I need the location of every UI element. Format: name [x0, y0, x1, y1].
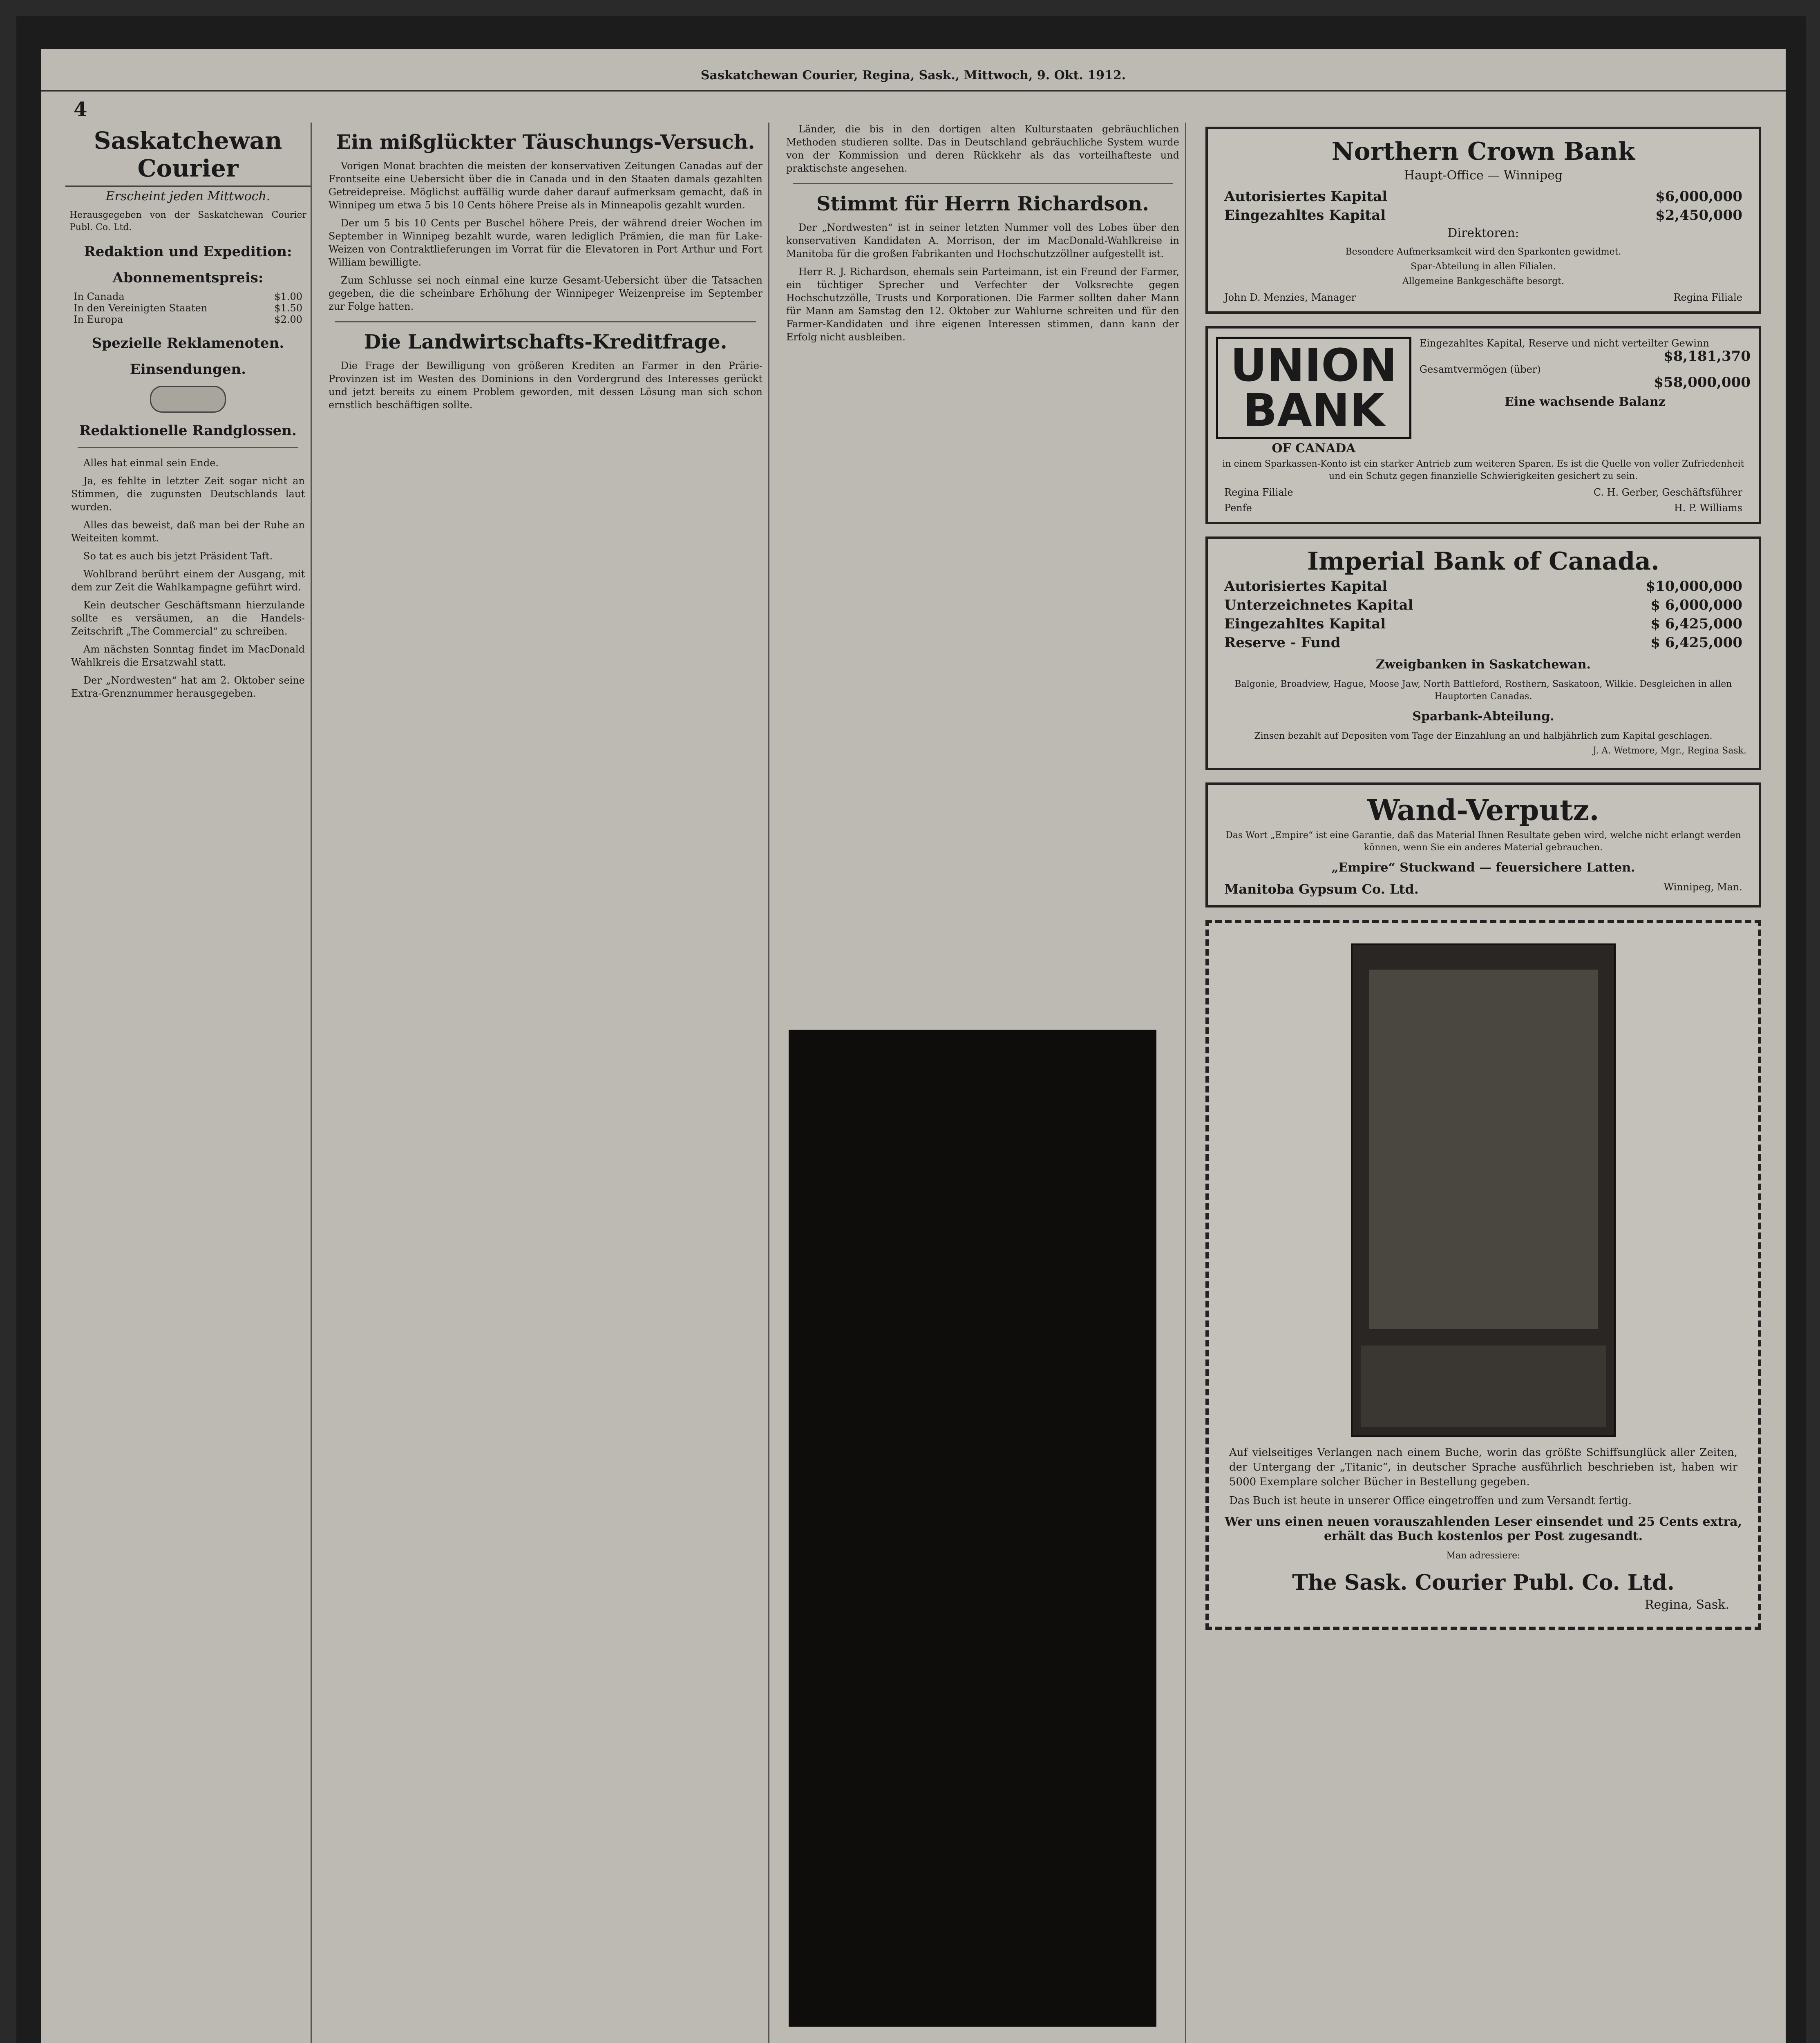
book-illustration: [1369, 970, 1598, 1329]
book-caption: [1361, 1346, 1606, 1427]
glosses-title: Redaktionelle Randglossen.: [79, 422, 297, 439]
ad-footer: [1224, 487, 1742, 498]
article-title: Ein mißglückter Täuschungs-Versuch.: [336, 131, 755, 154]
union-bank-ad: [1205, 326, 1761, 524]
gloss-item: So tat es auch bis jetzt Präsident Taft.: [83, 550, 273, 562]
ad-title: Imperial Bank of Canada.: [1307, 547, 1659, 576]
manager-name: J. A. Wetmore, Mgr., Regina Sask.: [1593, 746, 1746, 756]
branches-heading: Zweigbanken in Saskatchewan.: [1376, 657, 1591, 672]
capital-label: Unterzeichnetes Kapital: [1224, 597, 1413, 613]
ad-title: Northern Crown Bank: [1331, 137, 1635, 166]
price-row: [74, 291, 302, 302]
titanic-book-ad: [1205, 920, 1761, 1630]
ad-text: Das Buch ist heute in unserer Office eingetroffen und zum Versandt fertig.: [1229, 1495, 1632, 1507]
union-logo: [1216, 337, 1411, 456]
ad-footer: [1224, 292, 1742, 303]
ad-text: in einem Sparkassen-Konto ist ein starker Antrieb zum weiteren Sparen. Es ist die Quelle von voller Zufriedenheit und ein Schutz gegen finanzielle Schwierigkeiten gesichert zu sein.: [1222, 459, 1744, 481]
logo-subline: OF CANADA: [1272, 441, 1356, 456]
union-logo-box: [1216, 337, 1411, 439]
capital-label: Eingezahltes Kapital, Reserve und nicht verteilter Gewinn: [1419, 338, 1709, 349]
assets-label: Gesamtvermögen (über): [1419, 364, 1541, 375]
gloss-item: Der „Nordwesten“ hat am 2. Oktober seine Extra-Grenznummer herausgegeben.: [71, 675, 305, 699]
savings-heading: Sparbank-Abteilung.: [1412, 709, 1554, 724]
union-header: [1216, 337, 1751, 456]
company-name: Manitoba Gypsum Co. Ltd.: [1224, 881, 1419, 897]
price-value: $2.00: [274, 314, 302, 325]
union-capital: [1420, 337, 1751, 415]
ad-subtitle: Haupt-Office — Winnipeg: [1404, 168, 1563, 183]
ad-footer: [1224, 881, 1742, 897]
capital-row: [1224, 578, 1742, 595]
column-1: [65, 123, 312, 2043]
capital-row: [1224, 597, 1742, 613]
ad-text: Auf vielseitiges Verlangen nach einem Buche, worin das größte Schiffsunglück aller Zeiten, der Untergang der „Titanic“, in deutscher Sprache ausführlich beschrieben ist, haben wir 5000 Exemplare solcher Bücher in Bestellung gegeben.: [1229, 1446, 1737, 1488]
article-paragraph: Die Frage der Bewilligung von größeren Krediten an Farmer in den Prärie-Provinzen ist im Westen des Dominions in den Vordergrund des Interesses gerückt und jetzt bereits zu einem Problem geworden, mit dessen Lösung man sich schon ernstlich beschäftigen sollte.: [329, 360, 762, 411]
gloss-item: Alles hat einmal sein Ende.: [83, 457, 219, 469]
price-value: $1.00: [274, 291, 302, 302]
capital-row: [1224, 635, 1742, 651]
subscription-heading: Abonnementspreis:: [112, 270, 264, 286]
branch-label: Regina Filiale: [1224, 487, 1293, 498]
branches-list: Balgonie, Broadview, Hague, Moose Jaw, North Battleford, Rosthern, Saskatoon, Wilkie. Desgleichen in allen Hauptorten Canadas.: [1234, 679, 1732, 702]
ad-slogan: „Empire“ Stuckwand — feuersichere Latten.: [1331, 861, 1635, 875]
capital-value: $ 6,000,000: [1650, 597, 1742, 613]
branch-manager: H. P. Williams: [1674, 502, 1742, 514]
article-paragraph: Der um 5 bis 10 Cents per Buschel höhere Preis, der während dreier Wochen im September in Winnipeg bezahlt wurde, waren lediglich Prämien, die man für Lake-Weizen von Contraktlieferungen im Vorrat für die Elevatoren in Port Arthur und Fort William bewilligte.: [329, 217, 762, 268]
capital-label: Autorisiertes Kapital: [1224, 578, 1388, 595]
damaged-area: [789, 1030, 1156, 2027]
publisher-city: Regina, Sask.: [1645, 1598, 1729, 1612]
page-header: Saskatchewan Courier, Regina, Sask., Mittwoch, 9. Okt. 1912.: [41, 61, 1786, 92]
capital-value: $8,181,370: [1663, 348, 1751, 364]
article-paragraph: Zum Schlusse sei noch einmal eine kurze Gesamt-Uebersicht über die Tatsachen gegeben, die die scheinbare Erhöhung der Winnipeger Weizenpreise im September zur Folge hatten.: [329, 275, 762, 312]
article-title: Die Landwirtschafts-Kreditfrage.: [364, 331, 727, 353]
ad-text: Das Wort „Empire“ ist eine Garantie, daß das Material Ihnen Resultate geben wird, welche nicht erlangt werden können, wenn Sie ein anderes Material gebrauchen.: [1225, 830, 1741, 853]
ad-offer: Wer uns einen neuen vorauszahlenden Leser einsendet und 25 Cents extra, erhält das Buch kostenlos per Post zugesandt.: [1224, 1515, 1742, 1543]
savings-text: Zinsen bezahlt auf Depositen vom Tage der Einzahlung an und halbjährlich zum Kapital geschlagen.: [1254, 731, 1713, 741]
article-paragraph: Vorigen Monat brachten die meisten der konservativen Zeitungen Canadas auf der Frontseite eine Uebersicht über die in Canada und in den Staaten damals gezahlten Getreidepreise. Möglichst auffällig wurde daher darauf aufmerksam gemacht, daß in Winnipeg um etwa 5 bis 10 Cents höhere Preise als in Minneapolis gezahlt wurden.: [329, 160, 762, 211]
column-2: [323, 123, 769, 2043]
ad-note: Spar-Abteilung in allen Filialen.: [1411, 262, 1556, 272]
gloss-item: Alles das beweist, daß man bei der Ruhe an Weiteiten kommt.: [71, 519, 305, 544]
special-notes-heading: Spezielle Reklamenoten.: [92, 335, 284, 351]
ad-footer: [1224, 502, 1742, 514]
address-line: Man adressiere:: [1446, 1551, 1520, 1561]
capital-value: $6,000,000: [1655, 188, 1742, 205]
wand-verputz-ad: [1205, 782, 1761, 908]
paper-subtitle: Erscheint jeden Mittwoch.: [105, 189, 271, 203]
editorial-heading: Redaktion und Expedition:: [84, 244, 292, 260]
gloss-item: Kein deutscher Geschäftsmann hierzulande sollte es versäumen, an die Handels-Zeitschrift „The Commercial“ zu schreiben.: [71, 599, 305, 637]
manager-name: John D. Menzies, Manager: [1224, 292, 1356, 303]
company-city: Winnipeg, Man.: [1663, 881, 1742, 893]
column-4-ads: [1197, 123, 1769, 2043]
price-value: $1.50: [274, 302, 302, 314]
article-paragraph: Länder, die bis in den dortigen alten Kulturstaaten gebräuchlichen Methoden studieren sollte. Das in Deutschland gebräuchliche System wurde von der Kommission und deren Rückkehr als das vorteilhafteste und praktischste angesehen.: [786, 123, 1179, 174]
northern-crown-bank-ad: [1205, 127, 1761, 314]
paper-title: Saskatchewan Courier: [65, 127, 311, 187]
publisher-name: The Sask. Courier Publ. Co. Ltd.: [1292, 1570, 1675, 1595]
price-row: [74, 302, 302, 314]
ad-note: Besondere Aufmerksamkeit wird den Sparkonten gewidmet.: [1345, 247, 1621, 257]
gloss-item: Am nächsten Sonntag findet im MacDonald Wahlkreis die Ersatzwahl statt.: [71, 644, 305, 668]
capital-label: Eingezahltes Kapital: [1224, 207, 1386, 224]
divider: [335, 321, 756, 322]
capital-value: $2,450,000: [1655, 207, 1742, 224]
gloss-item: Wohlbrand berührt einem der Ausgang, mit dem zur Zeit die Wahlkampagne geführt wird.: [71, 568, 305, 593]
directors-heading: Direktoren:: [1447, 226, 1519, 240]
branch-name: Regina Filiale: [1673, 292, 1742, 303]
insertions-heading: Einsendungen.: [130, 361, 246, 378]
capital-value: $ 6,425,000: [1650, 616, 1742, 632]
book-image: [1351, 943, 1616, 1437]
capital-label: Eingezahltes Kapital: [1224, 616, 1386, 632]
article-paragraph: Herr R. J. Richardson, ehemals sein Parteimann, ist ein Freund der Farmer, ein tüchtiger Sprecher und Verfechter der Volksrechte gegen Hochschutzzölle, Trusts und Korporationen. Die Farmer sollten daher Mann für Mann am Samstag den 12. Oktober zur Wahlurne schreiten und für den Farmer-Kandidaten und ihre eigenen Interessen stimmen, dann kann der Erfolg nicht ausbleiben.: [786, 266, 1179, 343]
price-row: [74, 314, 302, 325]
gloss-item: Ja, es fehlte in letzter Zeit sogar nicht an Stimmen, die zugunsten Deutschlands laut wurden.: [71, 475, 305, 513]
ad-title: Wand-Verputz.: [1367, 793, 1599, 827]
capital-value: $10,000,000: [1646, 578, 1742, 595]
price-label: In den Vereinigten Staaten: [74, 302, 208, 314]
capital-row: [1224, 188, 1742, 205]
capital-row: [1224, 207, 1742, 224]
article-paragraph: Der „Nordwesten“ ist in seiner letzten Nummer voll des Lobes über den konservativen Kandidaten A. Morrison, der im MacDonald-Wahlkreise in Manitoba für die großen Fabrikanten und Hochschutzzöllner aufgestellt ist.: [786, 222, 1179, 259]
scan-frame: [16, 16, 1806, 2043]
assets-value: $58,000,000: [1654, 374, 1751, 391]
capital-label: Reserve - Fund: [1224, 635, 1341, 651]
price-label: In Canada: [74, 291, 125, 302]
divider: [78, 447, 298, 448]
capital-value: $ 6,425,000: [1650, 635, 1742, 651]
page-number: 4: [74, 98, 87, 121]
branch-label: Penfe: [1224, 502, 1252, 514]
divider: [793, 183, 1173, 184]
ad-slogan: Eine wachsende Balanz: [1505, 395, 1666, 409]
article-title: Stimmt für Herrn Richardson.: [816, 192, 1149, 215]
price-label: In Europa: [74, 314, 123, 325]
newspaper-page: [41, 49, 1786, 2043]
branch-manager: C. H. Gerber, Geschäftsführer: [1593, 487, 1742, 498]
publisher-line: Herausgegeben von der Saskatchewan Courier Publ. Co. Ltd.: [69, 210, 306, 232]
capital-label: Autorisiertes Kapital: [1224, 188, 1388, 205]
capital-row: [1224, 616, 1742, 632]
logo-line: UNION: [1230, 339, 1397, 391]
ornament-icon: [150, 386, 226, 413]
imperial-bank-ad: [1205, 536, 1761, 770]
ad-note: Allgemeine Bankgeschäfte besorgt.: [1402, 276, 1564, 286]
logo-line: BANK: [1243, 384, 1385, 436]
